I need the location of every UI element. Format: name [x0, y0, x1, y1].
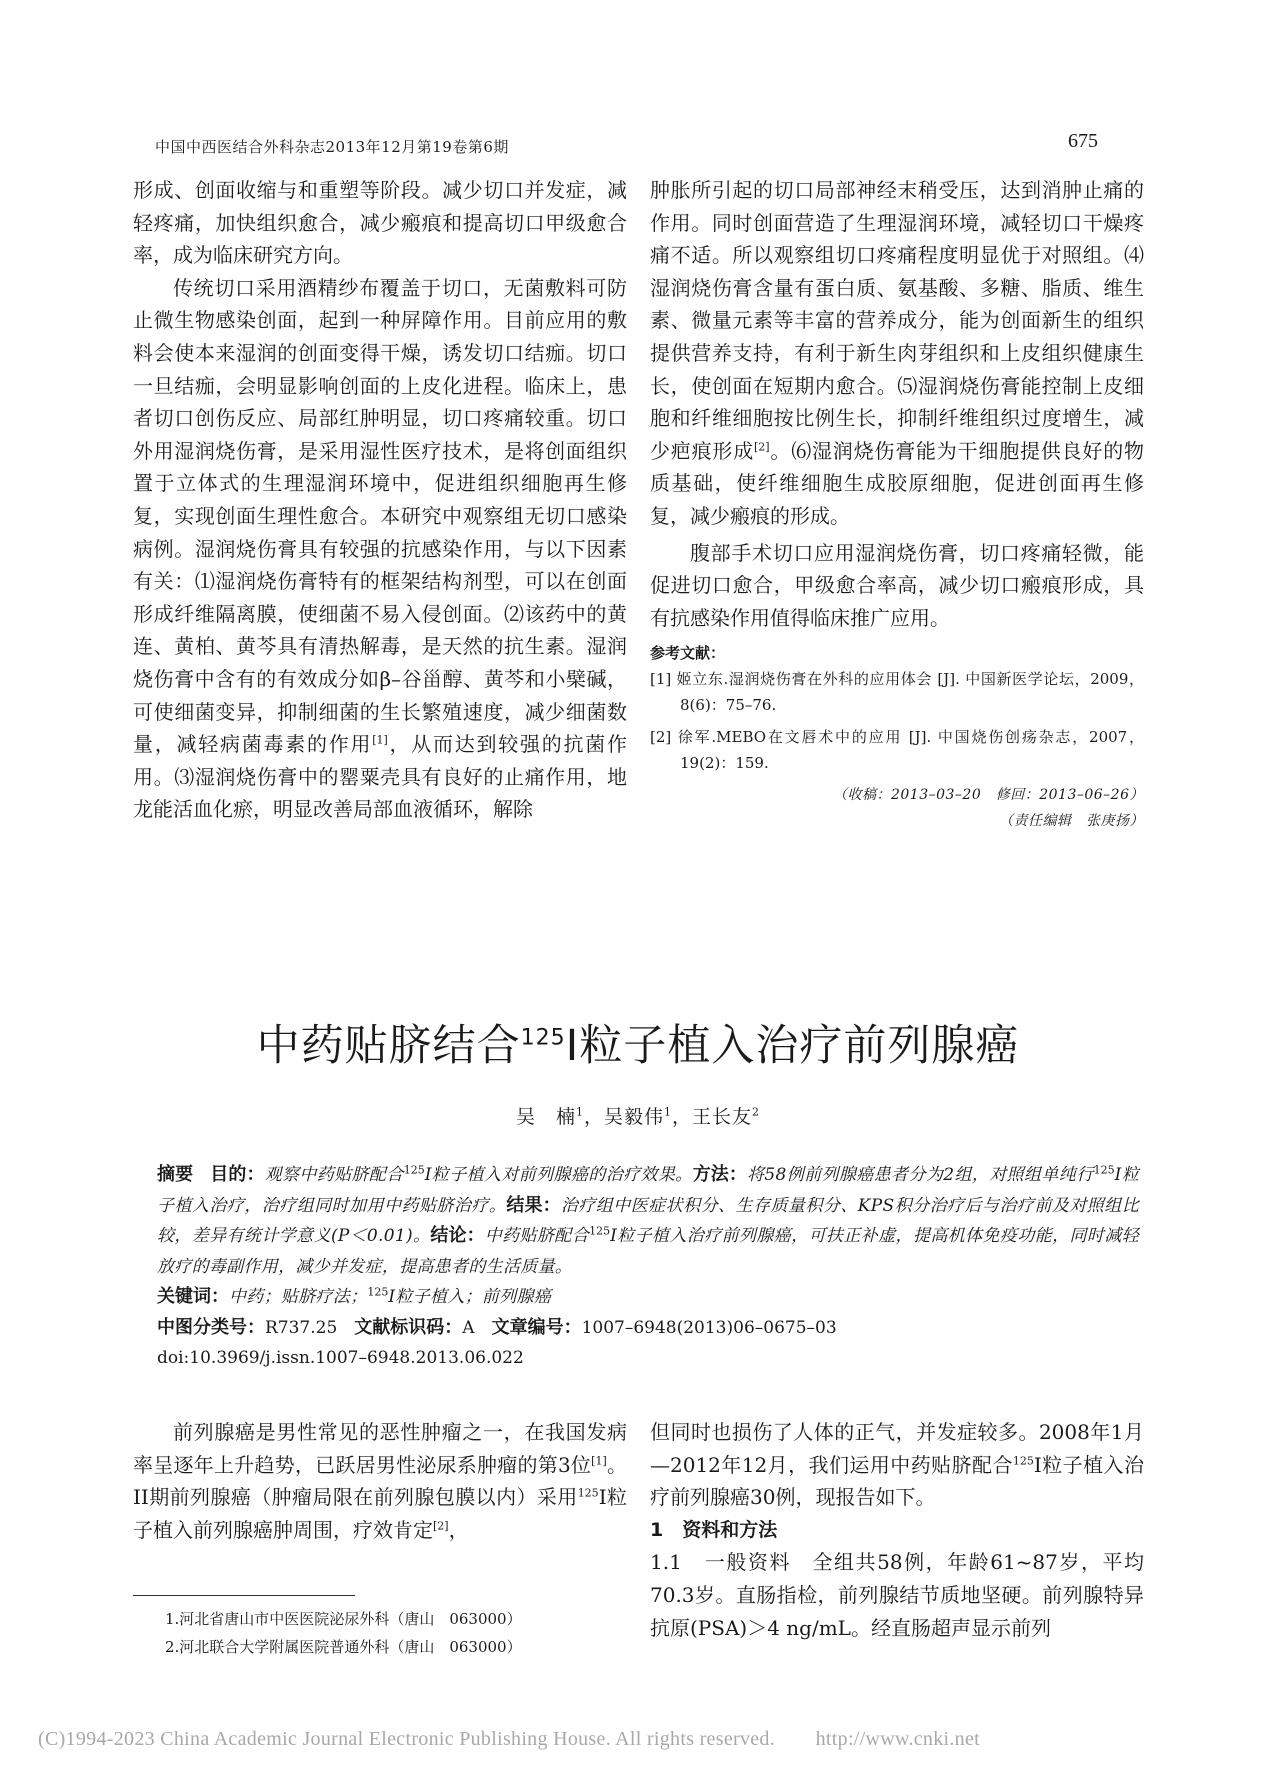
body-paragraph: 但同时也损伤了人体的正气，并发症较多。2008年1月—2012年12月，我们运用中药贴脐配合$^{125}$I粒子植入治疗前列腺癌30例，现报告如下。 [650, 1420, 1144, 1510]
prev-article-right-column [650, 174, 1144, 834]
body-paragraph: 1.1 一般资料 全组共58例，年龄61~87岁，平均70.3岁。直肠指检，前列腺结节质地坚硬。前列腺特异抗原(PSA)＞4 ng/mL。经直肠超声显示前列 [650, 1550, 1145, 1640]
methods-label: 方法： [692, 1164, 747, 1185]
keywords-line: 关键词：中药；贴脐疗法；$^{125}$I粒子植入；前列腺癌 [157, 1285, 552, 1307]
abstract-label: 摘要 [157, 1164, 194, 1185]
body-paragraph: 前列腺癌是男性常见的恶性肿瘤之一，在我国发病率呈逐年上升趋势，已跃居男性泌尿系肿瘤的第3位[1]。II期前列腺癌（肿瘤局限在前列腺包膜以内）采用$^{125}$I粒子植入前列腺癌肿周围，疗效肯定[2]， [133, 1420, 628, 1542]
conclusion-label: 结论： [430, 1225, 485, 1246]
prev-article-left-column [133, 174, 627, 826]
copyright-watermark: (C)1994-2023 China Academic Journal Electronic Publishing House. All rights reserved. http://www.cnki.net [38, 1728, 981, 1750]
reference-item: [1] 姬立东.湿润烧伤膏在外科的应用体会 [J]. 中国新医学论坛，2009，8(6)：75–76. [650, 670, 1144, 715]
abstract-body: 摘要 目的：观察中药贴脐配合$^{125}$I粒子植入对前列腺癌的治疗效果。方法：将58例前列腺癌患者分为2组，对照组单纯行$^{125}$I粒子植入治疗，治疗组同时加用中药贴脐治疗。结果：治疗组中医症状积分、生存质量积分、KPS积分治疗后与治疗前及对照组比较，差异有统计学意义(P＜0.01)。结论：中药贴脐配合$^{125}$I粒子植入治疗前列腺癌，可扶正补虚，提高机体免疫功能，同时减轻放疗的毒副作用，减少并发症，提高患者的生活质量。 [157, 1163, 1140, 1277]
references-heading: 参考文献： [650, 644, 726, 663]
conclusion-paragraph: 腹部手术切口应用湿润烧伤膏，切口疼痛轻微，能促进切口愈合，甲级愈合率高，减少切口瘢痕形成，具有抗感染作用值得临床推广应用。 [650, 540, 1144, 630]
page-number: 675 [1068, 130, 1098, 152]
received-dates: （收稿：2013–03–20 修回：2013–06–26） [832, 787, 1144, 804]
body-paragraph: 肿胀所引起的切口局部神经末稍受压，达到消肿止痛的作用。同时创面营造了生理湿润环境，减轻切口干燥疼痛不适。所以观察组切口疼痛程度明显优于对照组。⑷湿润烧伤膏含量有蛋白质、氨基酸、多糖、脂质、维生素、微量元素等丰富的营养成分，能为创面新生的组织提供营养支持，有利于新生肉芽组织和上皮组织健康生长，使创面在短期内愈合。⑸湿润烧伤膏能控制上皮细胞和纤维细胞按比例生长，抑制纤维组织过度增生，减少疤痕形成[2]。⑹湿润烧伤膏能为干细胞提供良好的物质基础，使纤维细胞生成胶原细胞，促进创面再生修复，减少瘢痕的形成。 [650, 178, 1145, 528]
article-authors: 吴 楠$^1$，吴毅伟$^1$，王长友$^2$ [515, 1105, 761, 1128]
citation-mark[interactable]: [1] [591, 1453, 607, 1467]
body-paragraph: 形成、创面收缩与和重塑等阶段。减少切口并发症，减轻疼痛，加快组织愈合，减少瘢痕和提高切口甲级愈合率，成为临床研究方向。 [133, 178, 627, 268]
citation-mark[interactable]: [2] [754, 440, 770, 454]
affiliation-footnote: 2.河北联合大学附属医院普通外科（唐山 063000） [165, 1638, 522, 1656]
abstract [157, 1160, 1139, 1374]
objective-label: 目的： [210, 1164, 265, 1185]
doi-line[interactable]: doi:10.3969/j.issn.1007–6948.2013.06.022 [157, 1348, 524, 1368]
article-title: 中药贴脐结合$^{125}$I粒子植入治疗前列腺癌 [256, 1021, 1020, 1071]
body-paragraph: 传统切口采用酒精纱布覆盖于切口，无菌敷料可防止微生物感染创面，起到一种屏障作用。目前应用的敷料会使本来湿润的创面变得干燥，诱发切口结痂。切口一旦结痂，会明显影响创面的上皮化进程。临床上，患者切口创伤反应、局部红肿明显，切口疼痛较重。切口外用湿润烧伤膏，是采用湿性医疗技术，是将创面组织置于立体式的生理湿润环境中，促进组织细胞再生修复，实现创面生理性愈合。本研究中观察组无切口感染病例。湿润烧伤膏具有较强的抗感染作用，与以下因素有关：⑴湿润烧伤膏特有的框架结构剂型，可以在创面形成纤维隔离膜，使细菌不易入侵创面。⑵该药中的黄连、黄柏、黄芩具有清热解毒，是天然的抗生素。湿润烧伤膏中含有的有效成分如β–谷甾醇、黄芩和小檗碱，可使细菌变异，抑制细菌的生长繁殖速度，减少细菌数量，减轻病菌毒素的作用[1]，从而达到较强的抗菌作用。⑶湿润烧伤膏中的罂粟壳具有良好的止痛作用，地龙能活血化瘀，明显改善局部血液循环，解除 [133, 275, 627, 822]
results-label: 结果： [506, 1194, 561, 1216]
affiliation-footnote: 1.河北省唐山市中医医院泌尿外科（唐山 063000） [165, 1610, 522, 1628]
reference-item: [2] 徐军.MEBO在文唇术中的应用 [J]. 中国烧伤创疡杂志，2007，19(2)：159. [650, 728, 1144, 773]
article-left-column [133, 1416, 627, 1546]
subsection-heading: 1.1 一般资料 [650, 1550, 791, 1575]
citation-mark[interactable]: [2] [433, 1519, 449, 1533]
section-heading: 1 资料和方法 [650, 1518, 778, 1541]
footnote-divider [133, 1595, 355, 1596]
classification-line: 中图分类号：R737.25 文献标识码：A 文章编号：1007–6948(2013)06–0675–03 [157, 1316, 837, 1338]
article-right-column [650, 1416, 1144, 1644]
citation-mark[interactable]: [1] [372, 733, 388, 747]
responsible-editor: （责任编辑 张庚扬） [999, 813, 1144, 830]
running-header: 中国中西医结合外科杂志2013年12月第19卷第6期 [155, 138, 509, 156]
author: 吴毅伟 [603, 1106, 664, 1128]
author: 吴 楠 [515, 1106, 576, 1128]
author: 王长友 [692, 1106, 753, 1128]
